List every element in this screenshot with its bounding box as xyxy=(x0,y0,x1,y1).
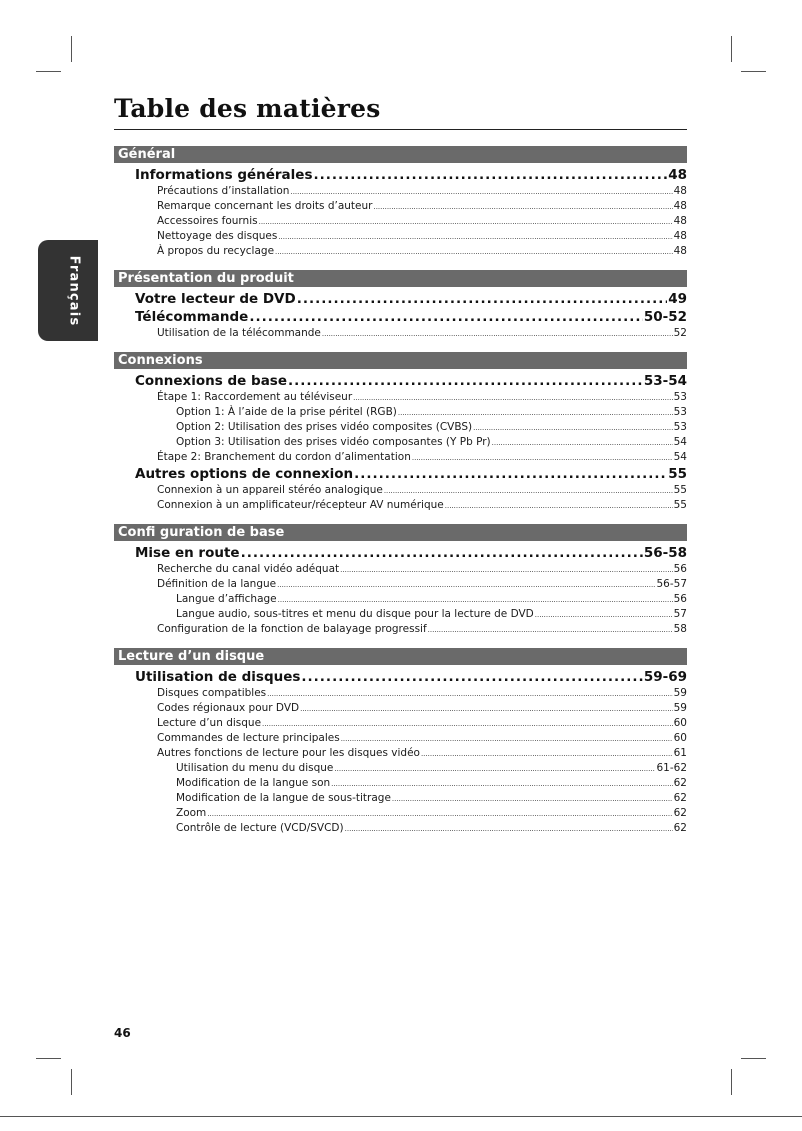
toc-entry[interactable] xyxy=(114,791,687,806)
toc-entry-page: 62 xyxy=(673,822,687,834)
toc-entry-page: 49 xyxy=(668,291,687,307)
toc-entry-title: Option 2: Utilisation des prises vidéo composites (CVBS) xyxy=(176,421,473,433)
toc-entry-page: 48 xyxy=(673,230,687,242)
dot-leader xyxy=(428,623,673,638)
dot-leader xyxy=(341,732,673,747)
crop-mark xyxy=(741,1058,766,1059)
crop-mark xyxy=(731,1069,732,1095)
dot-leader xyxy=(297,290,668,308)
toc-entry-title: Recherche du canal vidéo adéquat xyxy=(157,563,340,575)
toc-entry[interactable] xyxy=(114,214,687,229)
toc-entry-title: Contrôle de lecture (VCD/SVCD) xyxy=(176,822,344,834)
toc-entry[interactable] xyxy=(114,184,687,199)
toc-entry-title: Modification de la langue son xyxy=(176,777,331,789)
dot-leader xyxy=(473,421,673,436)
toc-entry[interactable] xyxy=(114,244,687,259)
dot-leader xyxy=(288,372,643,390)
toc-entry-title: Connexions de base xyxy=(135,373,288,389)
toc-entry-title: Modification de la langue de sous-titrage xyxy=(176,792,391,804)
toc-entry[interactable] xyxy=(114,544,687,562)
language-tab xyxy=(38,240,98,341)
toc-entry[interactable] xyxy=(114,592,687,607)
dot-leader xyxy=(290,185,672,200)
toc-entry-title: Définition de la langue xyxy=(157,578,277,590)
toc-entry-page: 61-62 xyxy=(656,762,687,774)
toc-entry-title: Étape 2: Branchement du cordon d’alimentation xyxy=(157,451,411,463)
title-rule xyxy=(114,129,687,130)
toc-entry-title: Option 3: Utilisation des prises vidéo composantes (Y Pb Pr) xyxy=(176,436,491,448)
dot-leader xyxy=(301,668,642,686)
dot-leader xyxy=(373,200,672,215)
toc-entry-title: Précautions d’installation xyxy=(157,185,290,197)
toc-entry[interactable] xyxy=(114,390,687,405)
toc-entry[interactable] xyxy=(114,761,687,776)
toc-entry[interactable] xyxy=(114,776,687,791)
crop-mark xyxy=(71,1069,72,1095)
toc-entry-page: 48 xyxy=(673,185,687,197)
toc-entry-page: 58 xyxy=(673,623,687,635)
toc-entry-page: 56-57 xyxy=(656,578,687,590)
toc-entry-page: 59-69 xyxy=(643,669,687,685)
toc-entry[interactable] xyxy=(114,668,687,686)
dot-leader xyxy=(392,792,673,807)
crop-mark xyxy=(71,36,72,62)
crop-mark xyxy=(36,71,61,72)
toc-entry-title: Zoom xyxy=(176,807,207,819)
toc-entry-title: À propos du recyclage xyxy=(157,245,275,257)
toc-entry[interactable] xyxy=(114,326,687,341)
toc-entry[interactable] xyxy=(114,199,687,214)
dot-leader xyxy=(278,593,673,608)
toc-entry-page: 56-58 xyxy=(643,545,687,561)
toc-entry-page: 53-54 xyxy=(643,373,687,389)
toc-entry-page: 62 xyxy=(673,777,687,789)
toc-entry[interactable] xyxy=(114,465,687,483)
toc-entry-title: Autres fonctions de lecture pour les disques vidéo xyxy=(157,747,420,759)
toc-entry-title: Option 1: À l’aide de la prise péritel (RGB) xyxy=(176,406,397,418)
dot-leader xyxy=(241,544,643,562)
toc-entry-page: 50-52 xyxy=(643,309,687,325)
section-header: Lecture d’un disque xyxy=(114,648,687,665)
dot-leader xyxy=(354,465,667,483)
toc-entry-page: 48 xyxy=(673,215,687,227)
dot-leader xyxy=(421,747,673,762)
crop-mark xyxy=(731,36,732,62)
toc-entry[interactable] xyxy=(114,435,687,450)
toc-entry-page: 57 xyxy=(673,608,687,620)
toc-entry-title: Commandes de lecture principales xyxy=(157,732,340,744)
toc-entry-title: Votre lecteur de DVD xyxy=(135,291,296,307)
dot-leader xyxy=(445,499,673,514)
toc-entry[interactable] xyxy=(114,483,687,498)
toc-entry-title: Codes régionaux pour DVD xyxy=(157,702,300,714)
toc-entry-title: Utilisation de disques xyxy=(135,669,301,685)
toc-entry-page: 48 xyxy=(673,245,687,257)
dot-leader xyxy=(412,451,673,466)
toc-entry-page: 48 xyxy=(668,167,687,183)
toc-entry[interactable] xyxy=(114,166,687,184)
toc-entry[interactable] xyxy=(114,498,687,513)
dot-leader xyxy=(322,327,673,342)
toc-entry-page: 54 xyxy=(673,436,687,448)
toc-entry[interactable] xyxy=(114,821,687,836)
dot-leader xyxy=(340,563,672,578)
toc-entry-page: 56 xyxy=(673,593,687,605)
dot-leader xyxy=(535,608,673,623)
toc-entry[interactable] xyxy=(114,746,687,761)
dot-leader xyxy=(259,215,673,230)
dot-leader xyxy=(384,484,673,499)
toc-entry[interactable] xyxy=(114,686,687,701)
dot-leader xyxy=(277,578,655,593)
toc-entry-page: 52 xyxy=(673,327,687,339)
toc-entry-page: 60 xyxy=(673,717,687,729)
dot-leader xyxy=(345,822,673,837)
dot-leader xyxy=(262,717,673,732)
toc-entry-title: Langue d’affichage xyxy=(176,593,277,605)
toc-entry-title: Lecture d’un disque xyxy=(157,717,262,729)
section-header: Confi guration de base xyxy=(114,524,687,541)
toc-entry-page: 53 xyxy=(673,421,687,433)
toc-entry[interactable] xyxy=(114,607,687,622)
toc-entry-page: 61 xyxy=(673,747,687,759)
toc-entry[interactable] xyxy=(114,622,687,637)
dot-leader xyxy=(353,391,672,406)
dot-leader xyxy=(398,406,673,421)
toc-entry[interactable] xyxy=(114,308,687,326)
toc-entry[interactable] xyxy=(114,372,687,390)
toc-entry-page: 48 xyxy=(673,200,687,212)
toc-entry-page: 56 xyxy=(673,563,687,575)
toc-entry-title: Remarque concernant les droits d’auteur xyxy=(157,200,373,212)
toc-entry-page: 55 xyxy=(668,466,687,482)
section-header: Connexions xyxy=(114,352,687,369)
toc-entry-title: Utilisation de la télécommande xyxy=(157,327,321,339)
toc-entry[interactable] xyxy=(114,290,687,308)
toc-entry[interactable] xyxy=(114,716,687,731)
toc-entry-title: Informations générales xyxy=(135,167,313,183)
language-tab-label: Français xyxy=(66,255,82,326)
toc-entry[interactable] xyxy=(114,806,687,821)
toc-entry[interactable] xyxy=(114,701,687,716)
dot-leader xyxy=(314,166,668,184)
toc-entry-title: Accessoires fournis xyxy=(157,215,258,227)
toc-entry-title: Mise en route xyxy=(135,545,240,561)
crop-mark xyxy=(741,71,766,72)
dot-leader xyxy=(300,702,673,717)
toc-entry-page: 53 xyxy=(673,406,687,418)
toc-entry-page: 62 xyxy=(673,807,687,819)
toc-entry-title: Connexion à un appareil stéréo analogique xyxy=(157,484,383,496)
toc-entry-title: Autres options de connexion xyxy=(135,466,354,482)
toc-entry-title: Langue audio, sous-titres et menu du disque pour la lecture de DVD xyxy=(176,608,534,620)
toc-entry-title: Connexion à un amplificateur/récepteur AV numérique xyxy=(157,499,444,511)
toc-entry-title: Utilisation du menu du disque xyxy=(176,762,334,774)
toc-entry[interactable] xyxy=(114,731,687,746)
crop-mark xyxy=(36,1058,61,1059)
toc-entry[interactable] xyxy=(114,577,687,592)
toc-entry-page: 55 xyxy=(673,484,687,496)
toc-entry[interactable] xyxy=(114,450,687,465)
toc-entry[interactable] xyxy=(114,562,687,577)
dot-leader xyxy=(334,762,655,777)
table-of-contents xyxy=(114,146,687,836)
toc-entry-page: 54 xyxy=(673,451,687,463)
toc-entry-title: Nettoyage des disques xyxy=(157,230,278,242)
toc-entry-title: Télécommande xyxy=(135,309,249,325)
section-header: Présentation du produit xyxy=(114,270,687,287)
toc-entry-title: Étape 1: Raccordement au téléviseur xyxy=(157,391,353,403)
toc-entry-page: 60 xyxy=(673,732,687,744)
page-title: Table des matières xyxy=(114,94,381,123)
toc-entry-title: Disques compatibles xyxy=(157,687,267,699)
toc-entry[interactable] xyxy=(114,405,687,420)
dot-leader xyxy=(207,807,672,822)
toc-entry-title: Configuration de la fonction de balayage progressif xyxy=(157,623,427,635)
toc-entry-page: 53 xyxy=(673,391,687,403)
page-number: 46 xyxy=(114,1026,131,1040)
dot-leader xyxy=(278,230,672,245)
section-header: Général xyxy=(114,146,687,163)
dot-leader xyxy=(275,245,673,260)
toc-entry-page: 59 xyxy=(673,702,687,714)
toc-entry-page: 59 xyxy=(673,687,687,699)
bottom-rule xyxy=(0,1116,802,1117)
toc-entry-page: 55 xyxy=(673,499,687,511)
toc-entry[interactable] xyxy=(114,229,687,244)
toc-entry-page: 62 xyxy=(673,792,687,804)
dot-leader xyxy=(331,777,672,792)
dot-leader xyxy=(249,308,643,326)
toc-entry[interactable] xyxy=(114,420,687,435)
dot-leader xyxy=(492,436,673,451)
dot-leader xyxy=(267,687,672,702)
